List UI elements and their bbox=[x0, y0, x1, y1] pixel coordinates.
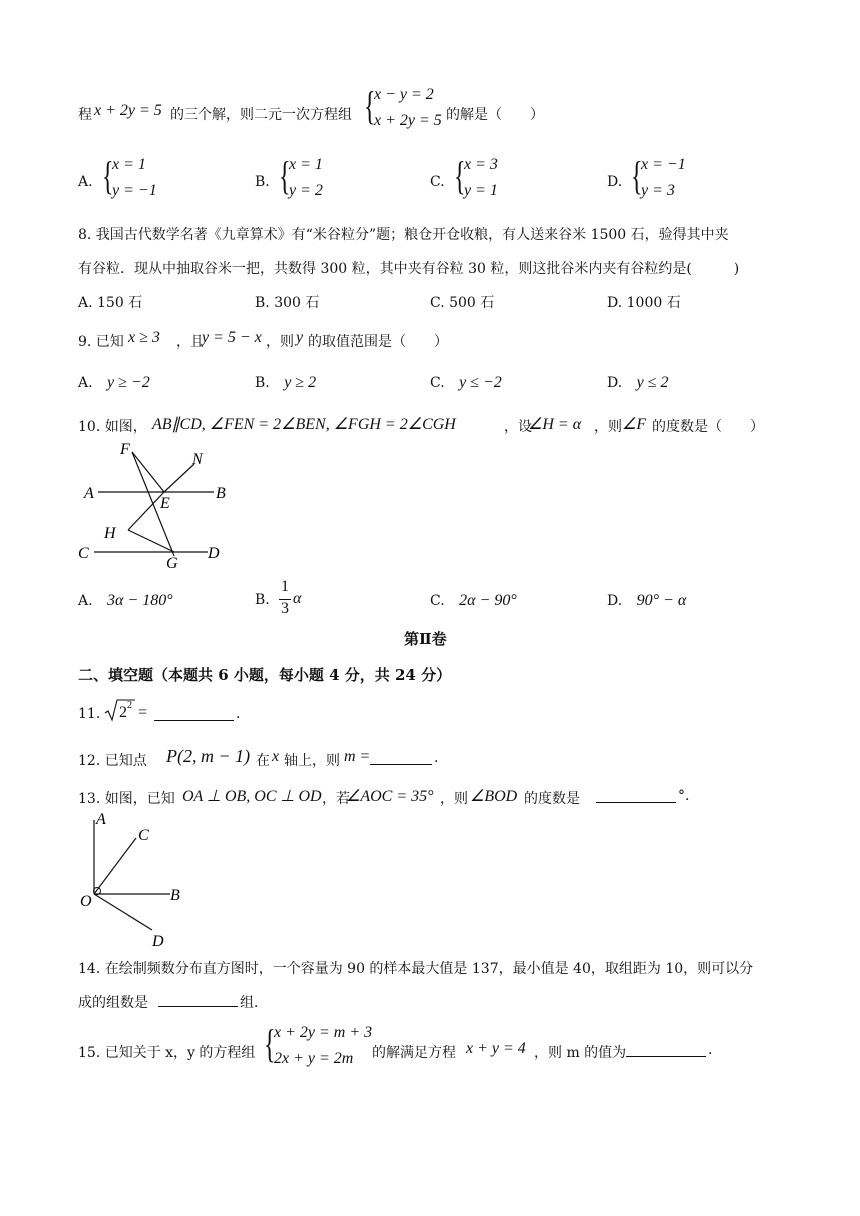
option-letter: B. bbox=[255, 375, 270, 391]
option-expr: 3α − 180° bbox=[107, 592, 173, 609]
option-system bbox=[631, 153, 721, 208]
label-c: C bbox=[138, 827, 149, 844]
q7-system-eq1: x − y = 2 bbox=[374, 86, 434, 103]
label-h: H bbox=[104, 525, 116, 542]
option-letter: A. bbox=[78, 174, 93, 190]
line-fe bbox=[132, 452, 164, 492]
line-hg bbox=[128, 530, 174, 552]
q12-answer-blank[interactable] bbox=[370, 750, 432, 765]
label-a: A bbox=[96, 811, 106, 828]
option-expr: α bbox=[293, 590, 302, 607]
q14-line2-end: 组． bbox=[240, 995, 268, 1011]
q14-line2-start: 成的组数是 bbox=[78, 995, 148, 1011]
q9-mid2: ，则 bbox=[266, 334, 294, 350]
option-letter: B. bbox=[255, 174, 270, 190]
q10-mid2: ，则 bbox=[594, 419, 622, 435]
option-eq2: y = 1 bbox=[464, 182, 498, 199]
fraction-denominator: 3 bbox=[281, 600, 289, 617]
q7-mid: 的三个解，则二元一次方程组 bbox=[170, 107, 352, 123]
q9-number: 9. 已知 bbox=[78, 334, 124, 350]
q15-number: 15. 已知关于 x，y 的方程组 bbox=[78, 1045, 256, 1061]
brace-icon: { bbox=[454, 153, 466, 198]
q9-option-c[interactable] bbox=[430, 374, 502, 392]
option-letter: D. bbox=[607, 174, 623, 190]
q11-answer-blank[interactable] bbox=[154, 706, 234, 721]
option-expr: y ≥ 2 bbox=[284, 374, 317, 391]
q12-mid: 在 bbox=[256, 753, 270, 769]
label-o: O bbox=[80, 893, 92, 910]
q11-exponent: 2 bbox=[127, 700, 132, 711]
label-c: C bbox=[78, 545, 89, 562]
q12-mid2: 轴上，则 bbox=[284, 753, 340, 769]
q12-point: P(2, m − 1) bbox=[166, 746, 251, 766]
q8-option-a[interactable]: A. 150 石 bbox=[78, 295, 143, 311]
q9-option-b[interactable] bbox=[255, 374, 316, 392]
q15-end: . bbox=[708, 1042, 713, 1058]
line-eh bbox=[128, 492, 164, 530]
q9-variable: y bbox=[296, 329, 304, 346]
option-letter: A. bbox=[78, 375, 93, 391]
label-d: D bbox=[152, 933, 164, 950]
volume-title: 第Ⅱ卷 bbox=[404, 630, 447, 648]
q10-option-a[interactable] bbox=[78, 592, 173, 610]
section-heading: 二、填空题（本题共 6 小题，每小题 4 分，共 24 分） bbox=[78, 666, 452, 684]
fraction-numerator: 1 bbox=[281, 578, 289, 595]
label-n: N bbox=[192, 451, 203, 468]
q15-system bbox=[264, 1021, 374, 1076]
q14-answer-blank[interactable] bbox=[158, 992, 238, 1007]
label-b: B bbox=[170, 887, 180, 904]
q13-answer-blank[interactable] bbox=[596, 788, 676, 803]
option-expr: 2α − 90° bbox=[459, 592, 517, 609]
q12-end: . bbox=[434, 750, 439, 766]
q12-expr: m = bbox=[344, 748, 371, 765]
q15-answer-blank[interactable] bbox=[626, 1042, 706, 1057]
q10-condition2: ∠H = α bbox=[528, 416, 582, 433]
label-f: F bbox=[120, 441, 130, 458]
q9-condition2: y = 5 − x bbox=[202, 329, 262, 346]
q13-condition: OA ⊥ OB, OC ⊥ OD bbox=[182, 788, 322, 805]
q7-equation: x + 2y = 5 bbox=[94, 102, 162, 119]
q8-line2: 有谷粒．现从中抽取谷米一把，共数得 300 粒，其中夹有谷粒 30 粒，则这批谷米内夹有谷粒约是( ) bbox=[78, 261, 740, 277]
label-b: B bbox=[216, 485, 226, 502]
q11-end: . bbox=[236, 706, 241, 722]
option-eq2: y = −1 bbox=[112, 182, 157, 199]
q14-line1: 14. 在绘制频数分布直方图时，一个容量为 90 的样本最大值是 137，最小值是 40，取组距为 10，则可以分 bbox=[78, 961, 754, 977]
option-expr: y ≥ −2 bbox=[107, 374, 150, 391]
option-eq1: x = 3 bbox=[464, 156, 498, 173]
q10-option-d[interactable] bbox=[607, 592, 686, 610]
label-a: A bbox=[84, 485, 94, 502]
q10-variable: ∠F bbox=[622, 416, 647, 433]
q11-number: 11. bbox=[78, 706, 101, 722]
q8-option-b[interactable]: B. 300 石 bbox=[255, 295, 320, 311]
label-g: G bbox=[166, 555, 178, 572]
q10-figure bbox=[70, 438, 240, 574]
option-system bbox=[102, 153, 182, 208]
q12-number: 12. 已知点 bbox=[78, 753, 147, 769]
q9-mid: ，且 bbox=[176, 334, 204, 350]
option-expr: y ≤ 2 bbox=[636, 374, 669, 391]
q8-option-d[interactable]: D. 1000 石 bbox=[607, 295, 681, 311]
q10-tail: 的度数是（ ） bbox=[652, 419, 764, 435]
q11-equals: = bbox=[138, 704, 148, 721]
option-eq1: x = 1 bbox=[112, 156, 146, 173]
option-letter: B. bbox=[255, 592, 270, 608]
q15-mid2: ，则 m 的值为 bbox=[534, 1045, 627, 1061]
q15-system-eq2: 2x + y = 2m bbox=[274, 1050, 354, 1067]
q7-lead: 程 bbox=[78, 107, 92, 123]
q9-option-a[interactable] bbox=[78, 374, 150, 392]
option-letter: D. bbox=[607, 375, 623, 391]
label-d: D bbox=[208, 545, 220, 562]
option-expr: y ≤ −2 bbox=[459, 374, 502, 391]
option-letter: D. bbox=[607, 593, 623, 609]
option-letter: C. bbox=[430, 375, 445, 391]
brace-icon: { bbox=[364, 83, 376, 128]
q13-condition2: ∠AOC = 35° bbox=[346, 788, 434, 805]
option-eq2: y = 3 bbox=[641, 182, 675, 199]
q9-tail: 的取值范围是（ ） bbox=[308, 334, 448, 350]
ray-od bbox=[94, 894, 152, 930]
brace-icon: { bbox=[631, 153, 643, 198]
q13-figure bbox=[72, 808, 192, 950]
option-expr: 90° − α bbox=[636, 592, 687, 609]
label-e: E bbox=[160, 495, 170, 512]
q10-condition: AB∥CD, ∠FEN = 2∠BEN, ∠FGH = 2∠CGH bbox=[152, 416, 456, 433]
option-eq1: x = −1 bbox=[641, 156, 686, 173]
q8-option-c[interactable]: C. 500 石 bbox=[430, 295, 495, 311]
line-en bbox=[164, 464, 194, 492]
q9-option-d[interactable] bbox=[607, 374, 669, 392]
ray-oc bbox=[94, 838, 136, 894]
q13-tail: 的度数是 bbox=[524, 791, 580, 807]
q8-line1: 8. 我国古代数学名著《九章算术》有“米谷粒分”题；粮仓开仓收粮，有人送来谷米 1500 石，验得其中夹 bbox=[78, 227, 729, 243]
brace-icon: { bbox=[102, 153, 114, 198]
q12-variable: x bbox=[272, 748, 280, 765]
q15-system-eq1: x + 2y = m + 3 bbox=[274, 1024, 373, 1041]
q9-condition1: x ≥ 3 bbox=[128, 329, 160, 346]
q13-end: °. bbox=[678, 788, 690, 804]
q7-system bbox=[364, 83, 454, 138]
q10-option-c[interactable] bbox=[430, 592, 517, 610]
q13-mid2: ，则 bbox=[440, 791, 468, 807]
q13-variable: ∠BOD bbox=[470, 788, 518, 805]
q13-mid: ，若 bbox=[322, 791, 350, 807]
q7-system-eq2: x + 2y = 5 bbox=[374, 112, 442, 129]
q10-mid: ，设 bbox=[504, 419, 532, 435]
option-eq2: y = 2 bbox=[289, 182, 323, 199]
option-eq1: x = 1 bbox=[289, 156, 323, 173]
option-letter: C. bbox=[430, 174, 445, 190]
option-letter: C. bbox=[430, 593, 445, 609]
option-letter: A. bbox=[78, 593, 93, 609]
q7-tail: 的解是（ ） bbox=[446, 107, 544, 123]
q11-base: 2 bbox=[119, 704, 127, 721]
q15-condition: x + y = 4 bbox=[466, 1040, 526, 1057]
option-system bbox=[454, 153, 534, 208]
q10-number: 10. 如图， bbox=[78, 419, 147, 435]
brace-icon: { bbox=[279, 153, 291, 198]
q15-mid: 的解满足方程 bbox=[372, 1045, 456, 1061]
option-system bbox=[279, 153, 359, 208]
brace-icon: { bbox=[264, 1021, 276, 1066]
q13-number: 13. 如图，已知 bbox=[78, 791, 175, 807]
